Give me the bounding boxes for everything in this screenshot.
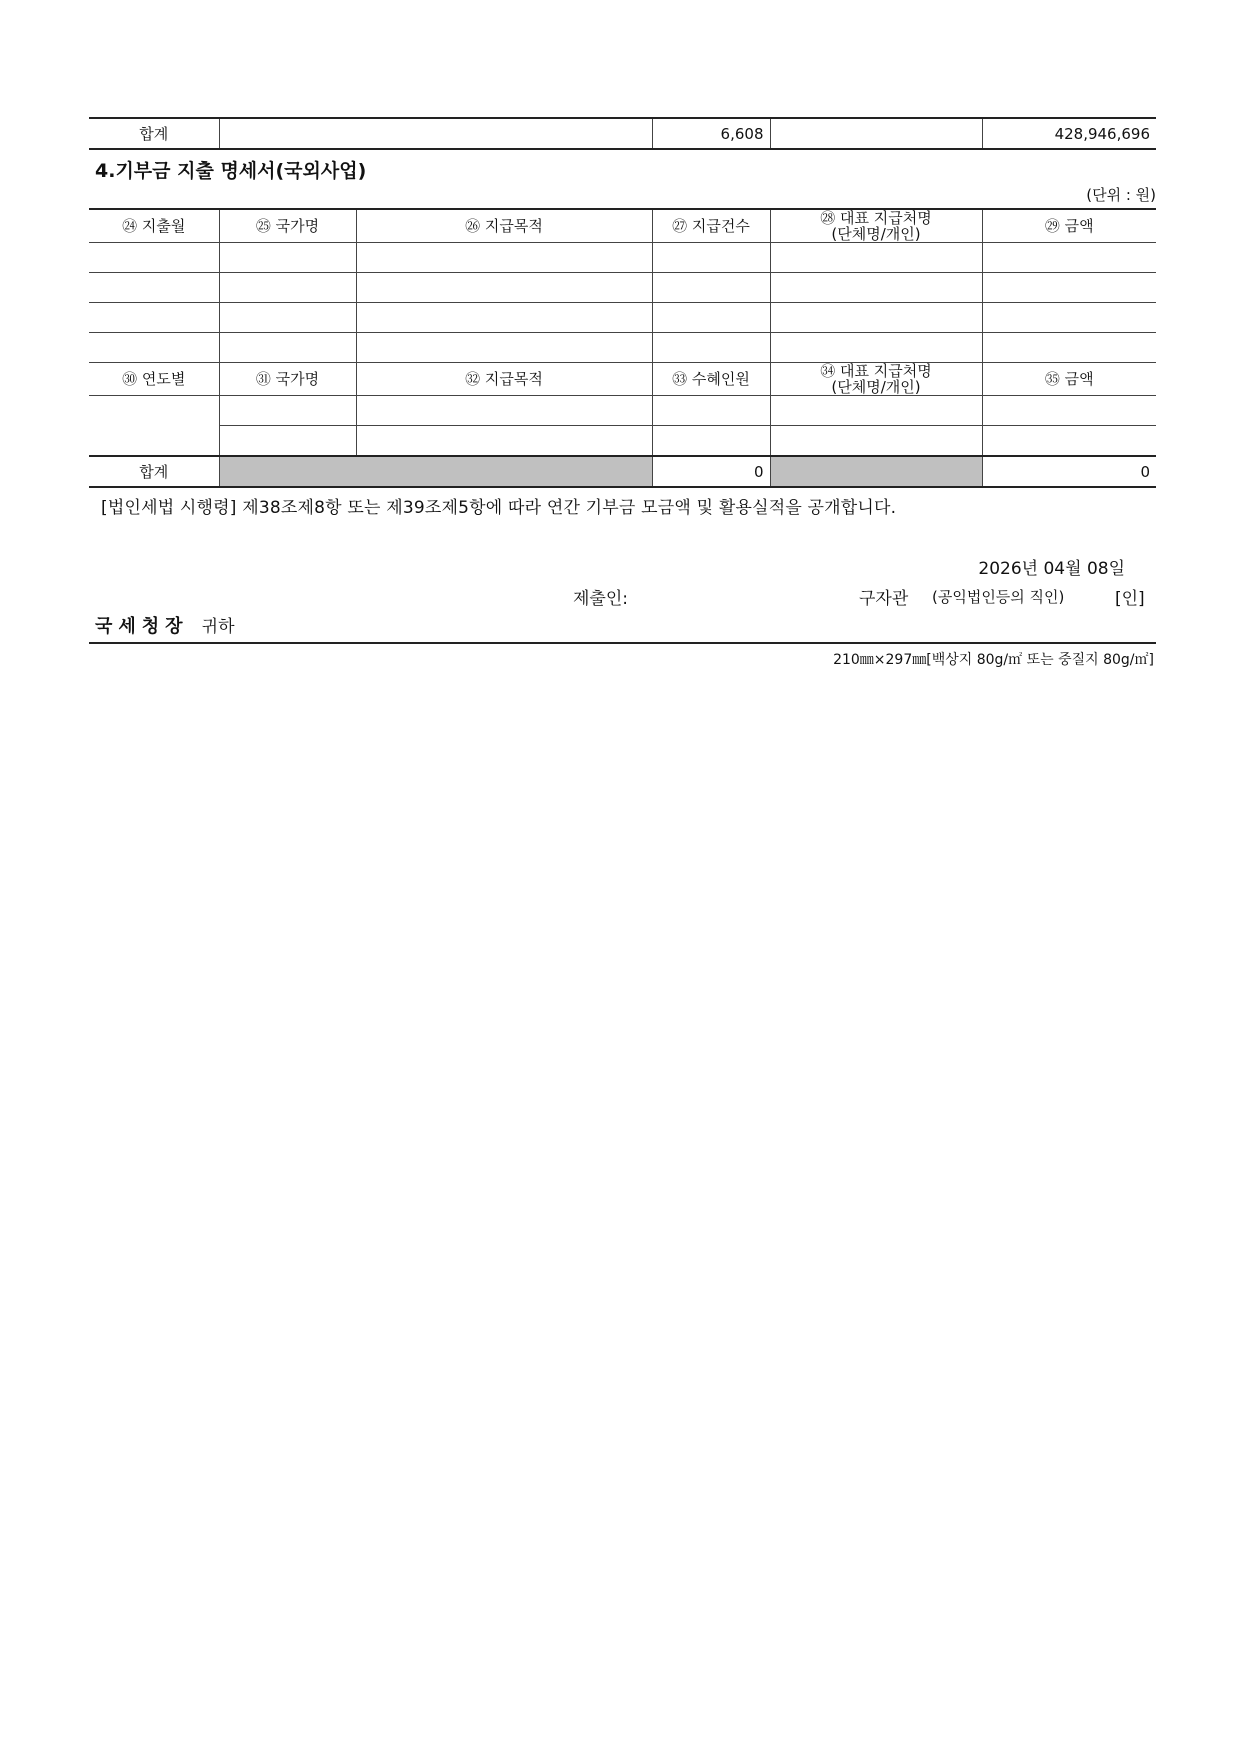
bottom-total-shaded	[219, 456, 652, 487]
header-purpose-2: ㉜ 지급목적	[356, 363, 652, 396]
bottom-total-label: 합계	[89, 456, 219, 487]
table-cell	[356, 303, 652, 333]
table-cell	[356, 426, 652, 457]
top-total-blank-2	[770, 118, 982, 149]
table-cell	[219, 273, 356, 303]
table-cell	[982, 426, 1156, 457]
top-total-table	[89, 117, 1156, 150]
table-cell	[89, 303, 219, 333]
document-page	[89, 117, 1156, 668]
table-cell	[356, 243, 652, 273]
header-beneficiaries: ㉝ 수혜인원	[652, 363, 770, 396]
top-total-blank	[219, 118, 652, 149]
header-recipient-name	[770, 209, 982, 243]
table-cell	[89, 396, 219, 457]
header-country-2: ㉛ 국가명	[219, 363, 356, 396]
table-cell	[770, 396, 982, 426]
table-cell	[652, 243, 770, 273]
header-recipient-name-sub: (단체명/개인)	[831, 225, 921, 243]
table-cell	[219, 243, 356, 273]
header-recipient-name-2-sub: (단체명/개인)	[831, 378, 921, 396]
overseas-donation-table	[89, 208, 1156, 488]
table-cell	[89, 243, 219, 273]
unit-label: (단위 : 원)	[1086, 186, 1156, 204]
table-row	[89, 396, 1156, 426]
table-cell	[652, 273, 770, 303]
bottom-total-shaded-2	[770, 456, 982, 487]
table-row	[89, 273, 1156, 303]
header-country: ㉕ 국가명	[219, 209, 356, 243]
top-total-count: 6,608	[652, 118, 770, 149]
section-title: 4.기부금 지출 명세서(국외사업)	[95, 160, 367, 182]
table-cell	[652, 426, 770, 457]
table-cell	[356, 273, 652, 303]
header-recipient-name-2	[770, 363, 982, 396]
paper-spec-footer: 210㎜×297㎜[백상지 80g/㎡ 또는 중질지 80g/㎡]	[833, 652, 1154, 668]
header-purpose: ㉖ 지급목적	[356, 209, 652, 243]
table-cell	[652, 303, 770, 333]
table-row	[89, 426, 1156, 457]
table2-header-row	[89, 363, 1156, 396]
table-cell	[770, 243, 982, 273]
table-cell	[770, 303, 982, 333]
top-total-label: 합계	[89, 118, 219, 149]
header-recipient-name-2-main: ㉞ 대표 지급처명	[820, 362, 932, 380]
table-cell	[219, 426, 356, 457]
table-cell	[770, 273, 982, 303]
bottom-total-amount: 0	[982, 456, 1156, 487]
header-recipient-name-main: ㉘ 대표 지급처명	[820, 209, 932, 227]
header-amount: ㉙ 금액	[982, 209, 1156, 243]
table-cell	[89, 333, 219, 363]
top-total-amount: 428,946,696	[982, 118, 1156, 149]
table-cell	[982, 303, 1156, 333]
table1-header-row	[89, 209, 1156, 243]
bottom-total-row	[89, 456, 1156, 487]
table-row	[89, 333, 1156, 363]
table-cell	[652, 396, 770, 426]
table-row	[89, 303, 1156, 333]
header-amount-2: ㉟ 금액	[982, 363, 1156, 396]
table-cell	[982, 396, 1156, 426]
table-cell	[219, 396, 356, 426]
recipient-title: 국세청장	[95, 616, 189, 637]
legal-note: [법인세법 시행령] 제38조제8항 또는 제39조제5항에 따라 연간 기부금 모금액 및 활용실적을 공개합니다.	[101, 498, 897, 518]
submitter-role: (공익법인등의 직인)	[932, 588, 1065, 606]
table-cell	[219, 303, 356, 333]
table-cell	[356, 396, 652, 426]
table-cell	[982, 333, 1156, 363]
table-row	[89, 243, 1156, 273]
header-payment-count: ㉗ 지급건수	[652, 209, 770, 243]
header-expense-month: ㉔ 지출월	[89, 209, 219, 243]
bottom-total-count: 0	[652, 456, 770, 487]
table-cell	[652, 333, 770, 363]
recipient-line	[89, 612, 1156, 644]
table-cell	[356, 333, 652, 363]
seal-mark: [인]	[1115, 589, 1145, 609]
top-total-row	[89, 118, 1156, 149]
table-cell	[770, 426, 982, 457]
header-by-year: ㉚ 연도별	[89, 363, 219, 396]
table-cell	[982, 243, 1156, 273]
submitter-name: 구자관	[859, 589, 909, 609]
recipient-honorific: 귀하	[201, 617, 235, 637]
table-cell	[982, 273, 1156, 303]
submitter-label: 제출인:	[573, 589, 628, 609]
submission-date: 2026년 04월 08일	[978, 559, 1125, 579]
table-cell	[770, 333, 982, 363]
table-cell	[89, 273, 219, 303]
table-cell	[219, 333, 356, 363]
